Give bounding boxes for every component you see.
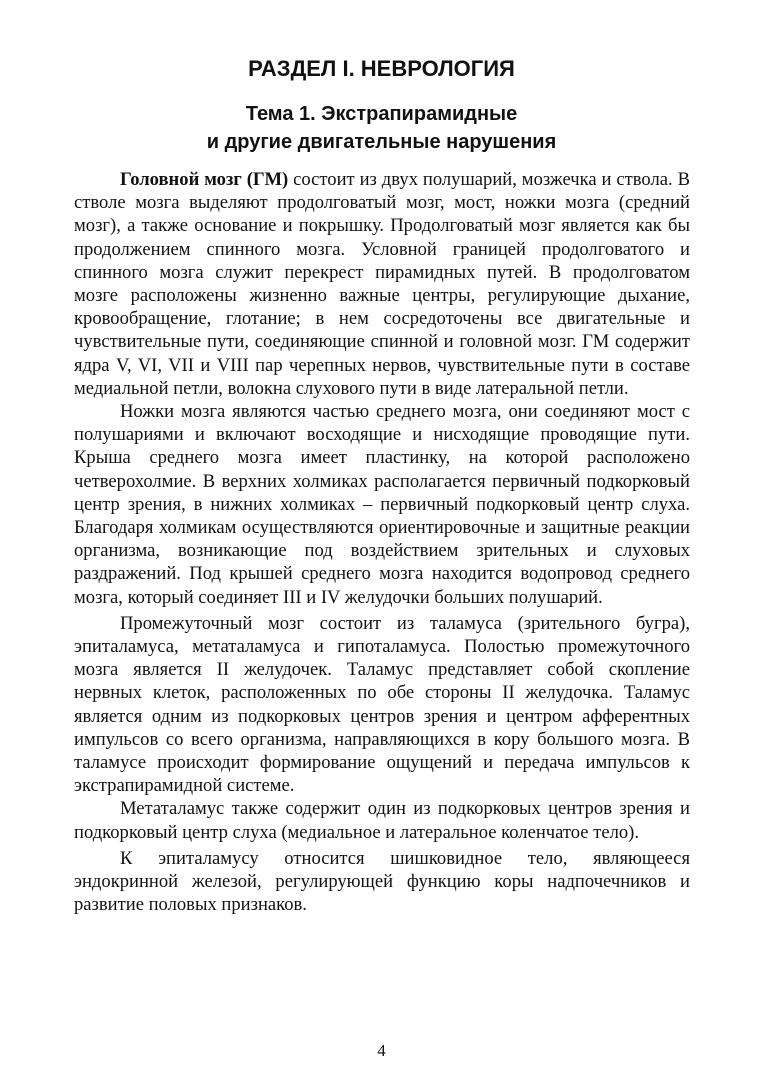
paragraph-4: Метаталамус также содержит один из подкорковых центров зрения и подкорковый центр слуха (медиальное и латеральное коленчатое тело). (74, 798, 690, 843)
topic-title (0, 100, 763, 156)
section-title: РАЗДЕЛ I. НЕВРОЛОГИЯ (248, 56, 515, 81)
body-text (74, 168, 690, 917)
topic-title-line-1: Тема 1. Экстрапирамидные (245, 103, 518, 125)
paragraph-5: К эпиталамусу относится шишковидное тело, являющееся эндокринной железой, регулирующей функцию коры надпочечников и развитие половых признаков. (74, 847, 690, 916)
paragraph-3: Промежуточный мозг состоит из таламуса (зрительного бугра), эпиталамуса, метаталамуса и гипоталамуса. Полостью промежуточного мозга является II желудочек. Таламус представляет собой скопление нервных клеток, расположенных по обе стороны II желудочка. Таламус является одним из подкорковых центров зрения и центром афферентных импульсов со всего организма, направляющихся в кору большого мозга. В таламусе происходит формирование ощущений и передача импульсов к экстрапирамидной системе. (74, 612, 690, 797)
term-brain: Головной мозг (ГМ) (120, 169, 289, 190)
paragraph-2: Ножки мозга являются частью среднего мозга, они соединяют мост с полушариями и включают восходящие и нисходящие проводящие пути. Крыша среднего мозга имеет пластинку, на которой расположено четверохолмие. В верхних холмиках располагается первичный подкорковый центр зрения, в нижних холмиках – первичный подкорковый центр слуха. Благодаря холмикам осуществляются ориентировочные и защитные реакции организма, возникающие под воздействием зрительных и слуховых раздражений. Под крышей среднего мозга находится водопровод среднего мозга, который соединяет III и IV желудочки больших полушарий. (74, 401, 690, 608)
topic-title-line-2: и другие двигательные нарушения (206, 131, 557, 153)
paragraph-1-text: состоит из двух полушарий, мозжечка и ствола. В стволе мозга выделяют продолговатый мозг, мост, ножки мозга (средний мозг), а также основание и покрышку. Продолговатый мозг является как бы продолжением спинного мозга. Условной границей продолговатого и спинного мозга служит перекрест пирамидных путей. В продолговатом мозге расположены жизненно важные центры, регулирующие дыхание, кровообращение, глотание; в нем сосредоточены все двигательные и чувствительные пути, соединяющие спинной и головной мозг. ГМ содержит ядра V, VI, VII и VIII пар черепных нервов, чувствительные пути в составе медиальной петли, волокна слухового пути в виде латеральной петли. (74, 169, 690, 399)
page-number: 4 (377, 1041, 386, 1060)
paragraph-1 (74, 168, 690, 400)
